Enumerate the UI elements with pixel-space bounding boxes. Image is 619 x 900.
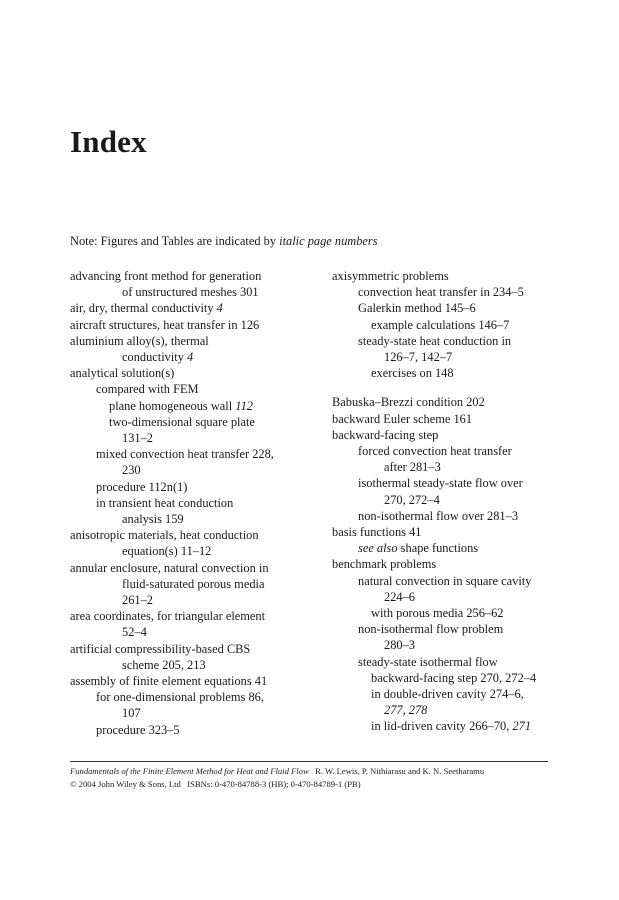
index-subentry: steady-state heat conduction in 126–7, 142–7 <box>358 333 512 365</box>
index-subentry: non-isothermal flow problem 280–3 <box>358 622 504 653</box>
index-subentry: see also shape functions <box>358 541 479 556</box>
index-entry: aircraft structures, heat transfer in 126 <box>70 317 260 332</box>
footer-rule <box>70 761 548 762</box>
index-entry: basis functions 41 <box>332 525 422 540</box>
index-entry: air, dry, thermal conductivity 4 <box>70 301 223 316</box>
index-subentry: isothermal steady-state flow over 270, 272–4 <box>358 476 523 507</box>
index-entry: annular enclosure, natural convection in fluid-saturated porous media 261–2 <box>70 560 269 608</box>
index-entry: anisotropic materials, heat conduction equation(s) 11–12 <box>70 528 259 559</box>
index-subentry: for one-dimensional problems 86, 107 <box>96 690 264 721</box>
index-entry: backward Euler scheme 161 <box>332 411 473 426</box>
index-subentry: mixed convection heat transfer 228, 230 <box>96 447 274 478</box>
index-subentry: Galerkin method 145–6 <box>358 301 476 316</box>
index-subentry: in double-driven cavity 274–6, 277, 278 <box>371 687 524 718</box>
index-subentry: steady-state isothermal flow <box>358 654 498 669</box>
index-subentry: in transient heat conduction analysis 159 <box>96 495 234 527</box>
index-entry: benchmark problems <box>332 557 437 572</box>
index-entry: advancing front method for generation of unstructured meshes 301 <box>70 269 262 300</box>
index-entry: axisymmetric problems <box>332 269 449 283</box>
index-entry: aluminium alloy(s), thermal conductivity 4 <box>70 333 209 365</box>
index-column-left <box>70 268 320 738</box>
index-subentry: example calculations 146–7 <box>371 317 510 332</box>
footer-book-title: Fundamentals of the Finite Element Method for Heat and Fluid Flow <box>70 766 309 776</box>
letter-group-gap <box>332 381 582 394</box>
note-italic: italic page numbers <box>279 234 378 248</box>
index-subentry: plane homogeneous wall 112 <box>109 398 253 413</box>
index-subentry: procedure 112n(1) <box>96 479 188 494</box>
index-subentry: non-isothermal flow over 281–3 <box>358 508 519 523</box>
index-subentry: in lid-driven cavity 266–70, 271 <box>371 719 532 734</box>
index-subentry: forced convection heat transfer after 281–3 <box>358 444 512 475</box>
index-entry: artificial compressibility-based CBS scheme 205, 213 <box>70 641 251 672</box>
footer-line-1 <box>70 765 484 778</box>
index-subentry: convection heat transfer in 234–5 <box>358 285 524 300</box>
footer-line-2 <box>70 778 484 791</box>
index-subentry: exercises on 148 <box>371 366 454 381</box>
index-subentry: compared with FEM <box>96 382 199 397</box>
index-column-right <box>332 268 582 735</box>
footer-isbn: ISBNs: 0-470-84788-3 (HB); 0-470-84789-1 (PB) <box>187 778 361 789</box>
page-footer <box>70 765 484 790</box>
index-subentry: backward-facing step 270, 272–4 <box>371 670 537 685</box>
footer-authors: R. W. Lewis, P. Nithiarasu and K. N. Seetharamu <box>315 766 485 776</box>
index-entry: analytical solution(s) <box>70 366 175 381</box>
footer-copyright: © 2004 John Wiley & Sons, Ltd <box>70 778 181 789</box>
note-text: Note: Figures and Tables are indicated by <box>70 234 280 248</box>
index-subentry: procedure 323–5 <box>96 722 180 737</box>
index-subentry: with porous media 256–62 <box>371 606 504 621</box>
index-entry: area coordinates, for triangular element 52–4 <box>70 609 266 640</box>
index-subentry: natural convection in square cavity 224–6 <box>358 573 532 604</box>
index-entry: Babuska–Brezzi condition 202 <box>332 395 485 410</box>
index-subentry: two-dimensional square plate 131–2 <box>109 414 255 446</box>
page-title: Index <box>70 124 147 159</box>
index-note <box>70 234 378 249</box>
index-entry: assembly of finite element equations 41 <box>70 674 268 689</box>
index-entry: backward-facing step <box>332 427 439 442</box>
